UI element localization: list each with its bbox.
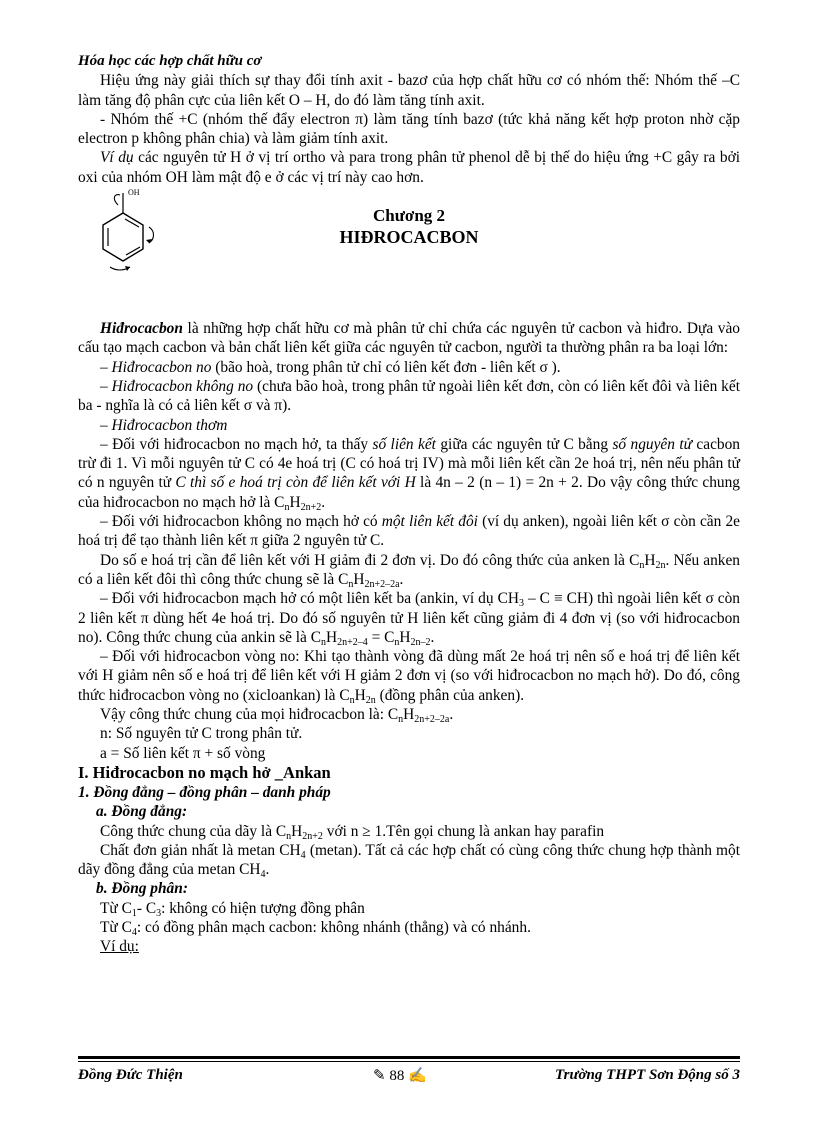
intro-paragraph-3: Ví dụ các nguyên tử H ở vị trí ortho và para trong phân tử phenol dễ bị thế do hiệu ứng +C gây ra bởi oxi của nhóm OH làm mật độ e ở các vị trí này cao hơn. [78, 149, 740, 186]
section-title: I. Hiđrocacbon no mạch hở _Ankan [78, 762, 331, 782]
type-no: – Hiđrocacbon no (bão hoà, trong phân tử chỉ có liên kết đơn - liên kết σ ). [100, 358, 561, 376]
a-definition: a = Số liên kết π + số vòng [100, 744, 266, 762]
subsection-title: 1. Đồng đẳng – đồng phân – danh pháp [78, 783, 331, 801]
cycloalkane-paragraph: – Đối với hiđrocacbon vòng no: Khi tạo thành vòng đã dùng mất 2e hoá trị nên số e hoá trị để liên kết với H giảm nên số e hoá trị để liên kết với H giảm 2 đơn vị (so với hiđrocacbon no mạch hở). Do đó, công thức hiđrocacbon vòng no (xicloankan) là $C_nH_{2n}$ (đồng phân của anken). [78, 648, 740, 706]
alkene-formula-paragraph: Do số e hoá trị cần để liên kết với H giảm đi 2 đơn vị. Do đó công thức của anken là $C_nH_{2n}$. Nếu anken có a liên kết đôi thì công thức chung sẽ là $C_nH_{2n+2-2a}$. [78, 551, 740, 590]
alkane-formula-paragraph: – Đối với hiđrocacbon no mạch hở, ta thấy số liên kết giữa các nguyên tử C bằng số nguyên tử cacbon trừ đi 1. Vì mỗi nguyên tử C có 4e hoá trị (C có hoá trị IV) mà mỗi liên kết cần 2e hoá trị, nên nếu phân tử có n nguyên tử C thì số e hoá trị còn để liên kết với H là 4n – 2 (n – 1) = 2n + 2. Do vậy công thức chung của hiđrocacbon no mạch hở là $C_nH_{2n+2}$. [78, 435, 740, 513]
methane-paragraph: Chất đơn giản nhất là metan $CH_4$ (metan). Tất cả các hợp chất có cùng công thức chung hợp thành một dãy đồng đẳng của metan $CH_4$. [78, 841, 740, 881]
homolog-formula: Công thức chung của dãy là $C_nH_{2n+2}$ với n ≥ 1.Tên gọi chung là ankan hay parafin [100, 822, 605, 842]
page-number: ✎ 88 ✍ [373, 1068, 427, 1084]
intro-paragraph-1: Hiệu ứng này giải thích sự thay đổi tính axit - bazơ của hợp chất hữu cơ có nhóm thế: Nhóm thế –C làm tăng độ phân cực của liên kết O – H, do đó làm tăng tính axit. [78, 72, 740, 109]
example-label: Ví dụ: [100, 938, 139, 956]
alkene-paragraph: – Đối với hiđrocacbon không no mạch hở có một liên kết đôi (ví dụ anken), ngoài liên kết σ còn cần 2e hoá trị để tạo thành liên kết π giữa 2 nguyên tử C. [78, 513, 740, 550]
isomer-line-1: Từ $C_1-$ $C_3$: không có hiện tượng đồng phân [100, 899, 365, 919]
definition-paragraph: Hiđrocacbon là những hợp chất hữu cơ mà phân tử chỉ chứa các nguyên tử cacbon và hiđro. Dựa vào cấu tạo mạch cacbon và bản chất liên kết giữa các nguyên tử cacbon, người ta thường phân ra ba loại lớn: [78, 320, 740, 357]
phenol-block [78, 187, 740, 277]
running-header: Hóa học các hợp chất hữu cơ [78, 53, 262, 69]
subheading-dong-phan: b. Đồng phân: [96, 880, 188, 898]
isomer-line-2: Từ $C_4$: có đồng phân mạch cacbon: không nhánh (thẳng) và có nhánh. [100, 918, 531, 938]
intro-paragraph-2: - Nhóm thế +C (nhóm thế đẩy electron π) làm tăng tính bazơ (tức khả năng kết hợp proton nhờ cặp electron p không phân chia) và làm giảm tính axit. [78, 110, 740, 148]
chapter-heading [78, 205, 740, 263]
chapter-title: HIĐROCACBON [339, 227, 479, 248]
footer-rule-thin [78, 1061, 740, 1062]
chapter-label: Chương 2 [372, 206, 446, 226]
oh-label: OH [128, 188, 140, 198]
footer-author: Đồng Đức Thiện [78, 1067, 183, 1083]
type-khong-no: – Hiđrocacbon không no (chưa bão hoà, trong phân tử ngoài liên kết đơn, còn có liên kết đôi và liên kết ba - nghĩa là có cả liên kết σ và π). [78, 377, 740, 415]
type-thom: – Hiđrocacbon thơm [100, 416, 228, 434]
general-formula-line: Vậy công thức chung của mọi hiđrocacbon là: $C_nH_{2n+2-2a}$. [100, 706, 454, 726]
subheading-dong-dang: a. Đồng đẳng: [96, 803, 188, 821]
page-footer [78, 1056, 740, 1086]
alkyne-paragraph: – Đối với hiđrocacbon mạch hở có một liên kết ba (ankin, ví dụ $CH_3 - C \equiv CH$) thì ngoài liên kết σ còn 2 liên kết π dùng hết 4e hoá trị. Do đó số nguyên tử H liên kết cũng giảm đi 4 đơn vị (so với hiđrocacbon no). Công thức chung của ankin sẽ là $C_nH_{2n+2-4} = C_nH_{2n-2}$. [78, 590, 740, 648]
footer-school: Trường THPT Sơn Động số 3 [555, 1067, 740, 1083]
footer-rule-thick [78, 1056, 740, 1059]
page-content [78, 52, 740, 957]
n-definition: n: Số nguyên tử C trong phân tử. [100, 725, 303, 743]
